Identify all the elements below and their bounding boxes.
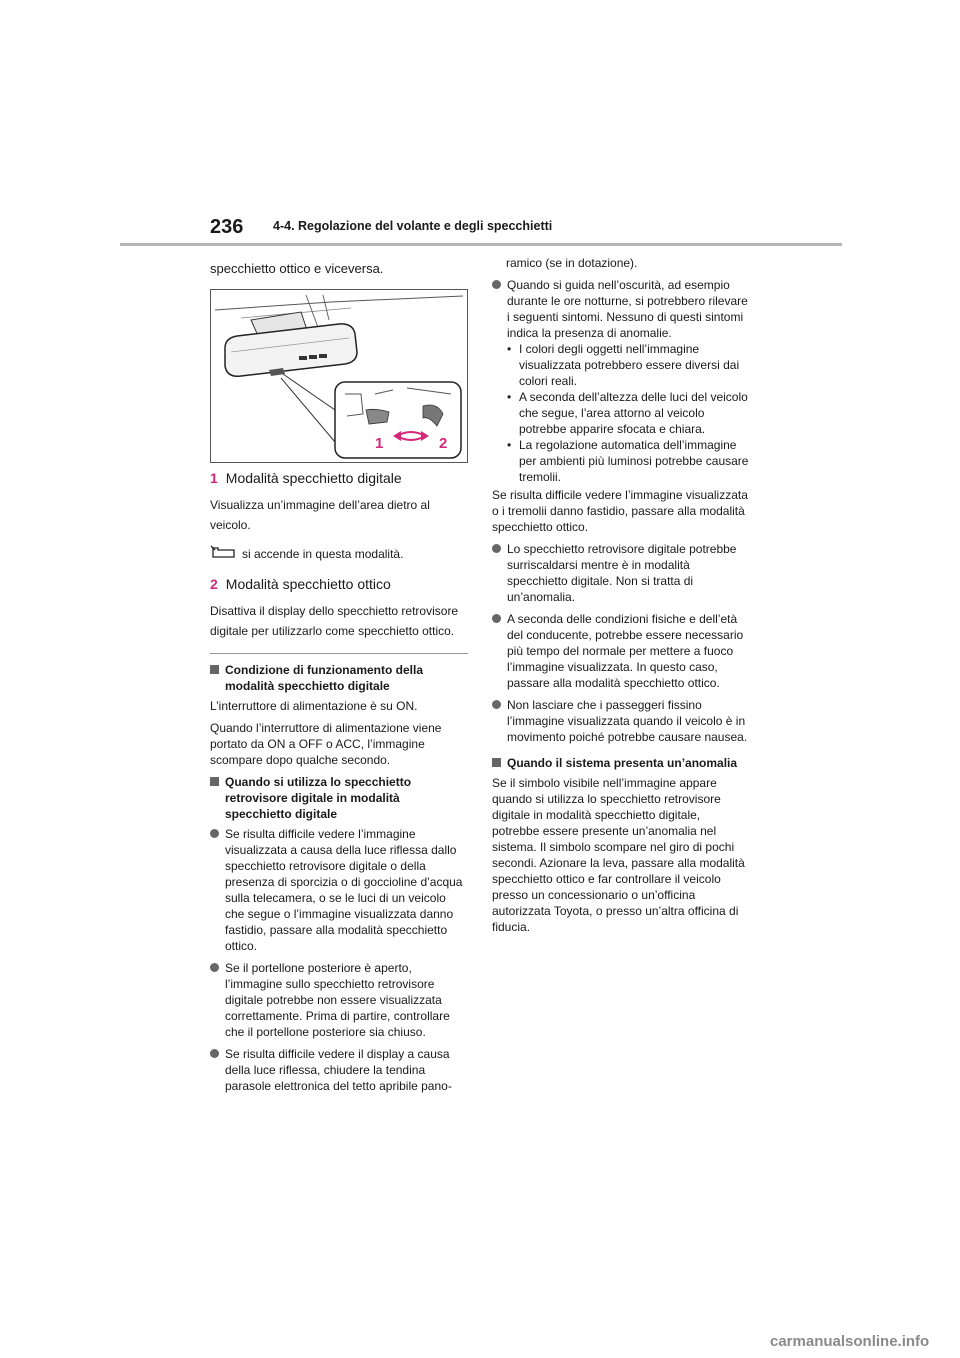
mode-optical-label: Modalità specchietto ottico [225,576,391,592]
mode-digital-desc: Visualizza un’immagine dell’area dietro al veicolo. [210,498,430,532]
mode-optical-desc: Disattiva il display dello specchietto retrovisore digitale per utilizzarlo come specchietto ottico. [210,604,459,638]
mode-digital-label: Modalità specchietto digitale [225,470,402,486]
continued-text: ramico (se in dotazione). [506,256,638,270]
square-bullet-icon [492,758,501,767]
section-digital-use-heading: Quando si utilizza lo specchietto retrovisore digitale in modalità specchietto digitale [210,774,468,822]
round-bullet-icon [492,614,501,623]
digital-mode-indicator-icon [210,545,236,563]
indicator-line [210,545,468,563]
square-bullet-icon [210,665,219,674]
list-item: Se risulta difficile vedere il display a causa della luce riflessa, chiudere la tendina parasole elettronica del tetto apribile pano- [210,1046,468,1094]
paragraph: Quando l’interruttore di alimentazione viene portato da ON a OFF o ACC, l’immagine scompare dopo qualche secondo. [210,721,442,767]
section-operating-condition-heading: Condizione di funzionamento della modalità specchietto digitale [210,662,468,694]
sub-list-item: • A seconda dell’altezza delle luci del veicolo che segue, l’area attorno al veicolo potrebbe apparire sfocata e chiara. [507,390,748,436]
sub-list-item: • La regolazione automatica dell’immagine per ambienti più luminosi potrebbe causare tremolii. [507,438,749,484]
round-bullet-icon [492,700,501,709]
round-bullet-icon [210,963,219,972]
paragraph: Se risulta difficile vedere l’immagine visualizzata o i tremolii danno fastidio, passare alla modalità specchietto ottico. [492,488,748,534]
list-item: Lo specchietto retrovisore digitale potrebbe surriscaldarsi mentre è in modalità specchietto digitale. Non si tratta di un’anomalia. [492,541,750,605]
mode-digital-number: 1 [210,470,218,486]
section-malfunction-heading: Quando il sistema presenta un’anomalia [492,755,750,771]
square-bullet-icon [210,777,219,786]
sub-list-item: • I colori degli oggetti nell’immagine visualizzata potrebbero essere diversi dai colori reali. [507,342,740,388]
round-bullet-icon [210,1049,219,1058]
watermark: carmanualsonline.info [770,1333,930,1350]
mode-optical-number: 2 [210,576,218,592]
round-bullet-icon [492,544,501,553]
list-item: Non lasciare che i passeggeri fissino l’immagine visualizzata quando il veicolo è in movimento poiché potrebbe causare nausea. [492,697,750,745]
page-number: 236 [210,216,244,238]
round-bullet-icon [492,280,501,289]
mode-digital-title [210,469,468,487]
list-item: Quando si guida nell’oscurità, ad esempio durante le ore notturne, si potrebbero rilevare i seguenti sintomi. Nessuno di questi sintomi indica la presenza di anomalie. • I colori degli oggetti nell’immagine visualizzata potrebbero essere diversi dai colori reali. • A seconda dell’altezza delle luci del veicolo che segue, l’area attorno al veicolo potrebbe apparire sfocata e chiara. • La regolazione automatica dell’immagine per ambienti più luminosi potrebbe causare tremolii. [492,277,750,485]
list-item: A seconda delle condizioni fisiche e dell’età del conducente, potrebbe essere necessario più tempo del normale per mettere a fuoco l’immagine visualizzata. In questo caso, passare alla modalità specchietto ottico. [492,611,750,691]
paragraph: Se il simbolo visibile nell’immagine appare quando si utilizza lo specchietto retrovisore digitale in modalità specchietto digitale, potrebbe essere presente un’anomalia nel sistema. Il simbolo scompare nel giro di pochi secondi. Azionare la leva, passare alla modalità specchietto ottico e far controllare il veicolo presso un concessionario o un’officina autorizzata Toyota, o presso un’altra officina di fiducia. [492,776,745,934]
right-column [492,255,750,941]
figure-label-1: 1 [375,435,384,452]
header-rule [120,243,842,246]
round-bullet-icon [210,829,219,838]
list-item: Se risulta difficile vedere l’immagine visualizzata a causa della luce riflessa dallo specchietto retrovisore digitale o della presenza di sporcizia o di goccioline d’acqua sulla telecamera, o se le luci di un veicolo che segue o l’immagine visualizzata danno fastidio, passare alla modalità specchietto ottico. [210,826,468,954]
mirror-illustration [210,289,468,463]
figure-label-2: 2 [439,435,448,452]
section-divider [210,653,468,654]
section-title: 4-4. Regolazione del volante e degli specchietti [273,219,553,233]
list-item: Se il portellone posteriore è aperto, l’immagine sullo specchietto retrovisore digitale potrebbe non essere visualizzata correttamente. Prima di partire, controllare che il portellone posteriore sia chiuso. [210,960,468,1040]
mode-optical-title [210,575,468,593]
paragraph: L’interruttore di alimentazione è su ON. [210,699,418,713]
indicator-text: si accende in questa modalità. [242,547,404,561]
intro-text: specchietto ottico e viceversa. [210,261,384,276]
left-column [210,260,468,1100]
